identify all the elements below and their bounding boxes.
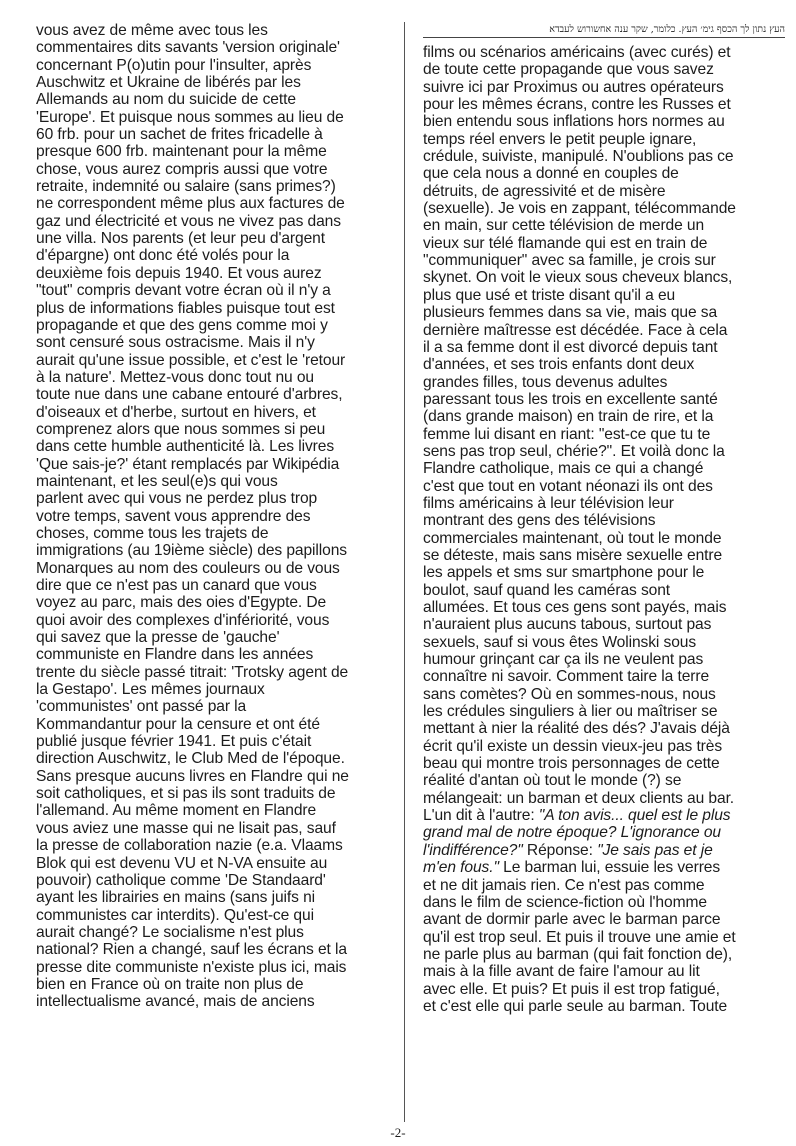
right-text-part-2: Réponse: xyxy=(522,841,598,859)
right-column xyxy=(423,22,785,1015)
right-text-part-1: films ou scénarios américains (avec curés) et de toute cette propagande que vous savez suivre ici par Proximus ou autres opérateurs pour les mêmes écrans, contre les Russes et bien entendu sous inflations hors normes au temps réel envers le petit peuple ignare, crédule, suiviste, manipulé. N'oublions pas ce que cela nous a donné en couples de détruits, de agressivité et de misère (sexuelle). Je vois en zappant, télécommande en main, sur cette télévision de merde un vieux sur télé flamande qui est en train de "communiquer" avec sa famille, je crois sur skynet. On voit le vieux sous cheveux blancs, plus que usé et triste disant qu'il a eu plusieurs femmes dans sa vie, mais que sa dernière maîtresse est décédée. Face à cela il a sa femme dont il est divorcé depuis tant d'années, et ses trois enfants dont deux grandes filles, tous devenus adultes paressant tous les trois en excellente santé (dans grande maison) en train de rire, et la femme lui disant en riant: "est-ce que tu te sens pas trop seul, chérie?". Et voilà donc la Flandre catholique, mais ce qui a changé c'est que tout en votant néonazi ils ont des films américains à leur télévision leur montrant des gens des télévisions commerciales maintenant, où tout le monde se déteste, mais sans misère sexuelle entre les appels et sms sur smartphone pour le boulot, sauf quand les caméras sont allumées. Et tous ces gens sont payés, mais n'auraient plus aucuns tabous, surtout pas sexuels, sauf si vous êtes Wolinski sous humour grinçant car ça ils ne veulent pas connaître ni savoir. Comment taire la terre sans comètes? Où en sommes-nous, nous les crédules singuliers à lier ou maîtriser se mettant à nier la réalité des dés? J'avais déjà écrit qu'il existe un dessin vieux-jeu pas très beau qui montre trois personnages de cette réalité d'antan où tout le monde (?) se mélangeait: un barman et deux clients au bar. L'un dit à l'autre: xyxy=(423,44,736,825)
italic-quote-2: "Je sais pas et je m'en fous." xyxy=(423,841,713,877)
italic-quote-1: "A ton avis... quel est le plus grand mal de notre époque? L'ignorance ou l'indifférence?" xyxy=(423,807,731,859)
right-column-text xyxy=(423,44,785,1015)
left-column-text: vous avez de même avec tous les commentaires dits savants 'version originale' concernant P(o)utin pour l'insulter, après Auschwitz et Ukraine de libérés par les Allemands au nom du suicide de cette 'Europe'. Et puisque nous sommes au lieu de 60 frb. pour un sachet de frites fricadelle à presque 600 frb. maintenant pour la même chose, vous aurez compris aussi que votre retraite, indemnité ou salaire (sans primes?) ne correspondent même plus aux factures de gaz und électricité et vous ne vivez pas dans une villa. Nos parents (et leur peu d'argent d'épargne) ont donc été volés pour la deuxième fois depuis 1940. Et vous aurez "tout" compris devant votre écran où il n'y a plus de informations fiables puisque tout est propagande et que des gens comme moi y sont censuré sous ostracisme. Mais il n'y aurait qu'une issue possible, et c'est le 'retour à la nature'. Mettez-vous donc tout nu ou toute nue dans une cabane entouré d'arbres, d'oiseaux et d'herbe, surtout en hivers, et comprenez alors que nous sommes si peu dans cette humble authenticité là. Les livres 'Que sais-je?' étant remplacés par Wikipédia maintenant, et les seul(e)s qui vous parlent avec qui vous ne perdez plus trop votre temps, savent vous apprendre des choses, comme tous les trajets de immigrations (au 19ième siècle) des papillons Monarques au nom des couleurs ou de vous dire que ce n'est pas un canard que vous voyez au parc, mais des oies d'Egypte. De quoi avoir des complexes d'infériorité, vous qui savez que la presse de 'gauche' communiste en Flandre dans les années trente du siècle passé titrait: 'Trotsky agent de la Gestapo'. Les mêmes journaux 'communistes' ont passé par la Kommandantur pour la censure et ont été publié jusque février 1941. Et puis c'était direction Auschwitz, le Club Med de l'époque. Sans presque aucuns livres en Flandre qui ne soit catholiques, et si pas ils sont traduits de l'allemand. Au même moment en Flandre vous aviez une masse qui ne lisait pas, sauf la presse de collaboration nazie (e.a. Vlaams Blok qui est devenu VU et N-VA ensuite au pouvoir) catholique comme 'De Standaard' ayant les librairies en mains (sans juifs ni communistes car interdits). Qu'est-ce qui aurait changé? Le socialisme n'est plus national? Rien a changé, sauf les écrans et la presse dite communiste n'existe plus ici, mais bien en France où on traite non plus de intellectualisme avancé, mais de anciens xyxy=(36,22,349,1011)
page-number: -2- xyxy=(390,1125,406,1140)
right-text-part-3: Le barman lui, essuie les verres et ne dit jamais rien. Ce n'est pas comme dans le film de science-fiction où l'homme avant de dormir parle avec le barman parce qu'il est trop seul. Et puis il trouve une amie et ne parle plus au barman (qui fait fonction de), mais à la fille avant de faire l'amour au lit avec elle. Et puis? Et puis il est trop fatigué, et c'est elle qui parle seule au barman. Toute xyxy=(423,859,736,1015)
left-column xyxy=(36,22,405,1122)
hebrew-header: העץ נתון לך הכסף גימ׳ העץ. כלומר, שקר ענה אחשורוש לעבדא xyxy=(423,24,785,38)
